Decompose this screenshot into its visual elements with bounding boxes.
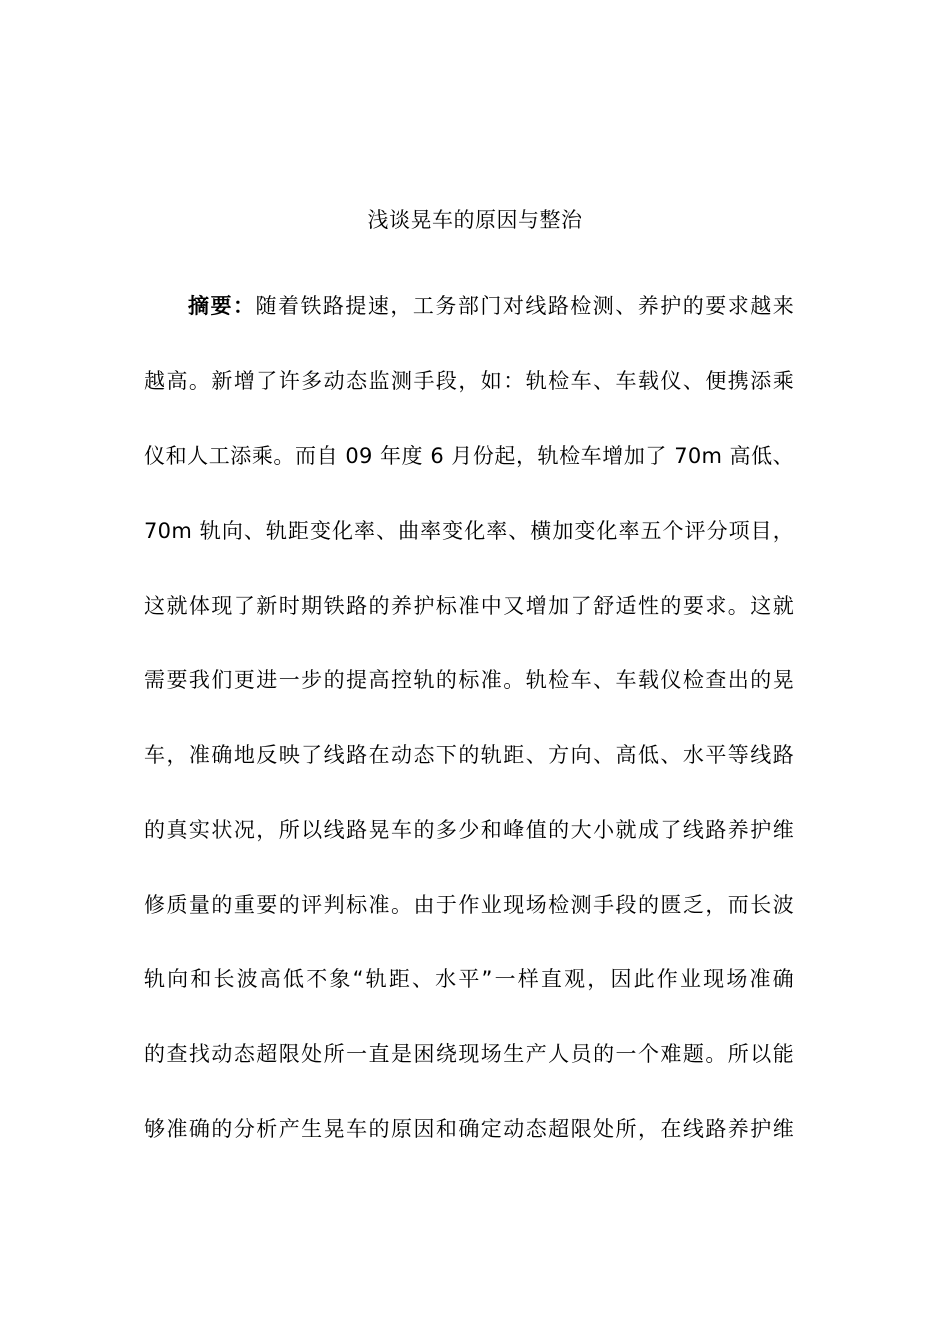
paragraph-line: 仪和人工添乘。而自 09 年度 6 月份起，轨检车增加了 70m 高低、	[144, 444, 794, 468]
paragraph-line: 修质量的重要的评判标准。由于作业现场检测手段的匮乏，而长波	[144, 893, 794, 917]
paragraph-line: 越高。新增了许多动态监测手段，如：轨检车、车载仪、便携添乘	[144, 369, 794, 393]
document-title: 浅谈晃车的原因与整治	[367, 208, 583, 232]
abstract-text: 随着铁路提速，工务部门对线路检测、养护的要求越来	[255, 294, 794, 318]
abstract-label: 摘要：	[188, 294, 256, 318]
paragraph-line: 需要我们更进一步的提高控轨的标准。轨检车、车载仪检查出的晃	[144, 668, 794, 692]
paragraph-line: 轨向和长波高低不象“轨距、水平”一样直观，因此作业现场准确	[144, 967, 794, 991]
paragraph-line: 够准确的分析产生晃车的原因和确定动态超限处所，在线路养护维	[144, 1117, 794, 1141]
paragraph-line: 70m 轨向、轨距变化率、曲率变化率、横加变化率五个评分项目，	[144, 519, 794, 543]
paragraph-line: 车，准确地反映了线路在动态下的轨距、方向、高低、水平等线路	[144, 743, 794, 767]
paragraph-line: 这就体现了新时期铁路的养护标准中又增加了舒适性的要求。这就	[144, 594, 794, 618]
abstract-line-1	[188, 290, 794, 322]
paragraph-line: 的真实状况，所以线路晃车的多少和峰值的大小就成了线路养护维	[144, 818, 794, 842]
paragraph-line: 的查找动态超限处所一直是困绕现场生产人员的一个难题。所以能	[144, 1042, 794, 1066]
